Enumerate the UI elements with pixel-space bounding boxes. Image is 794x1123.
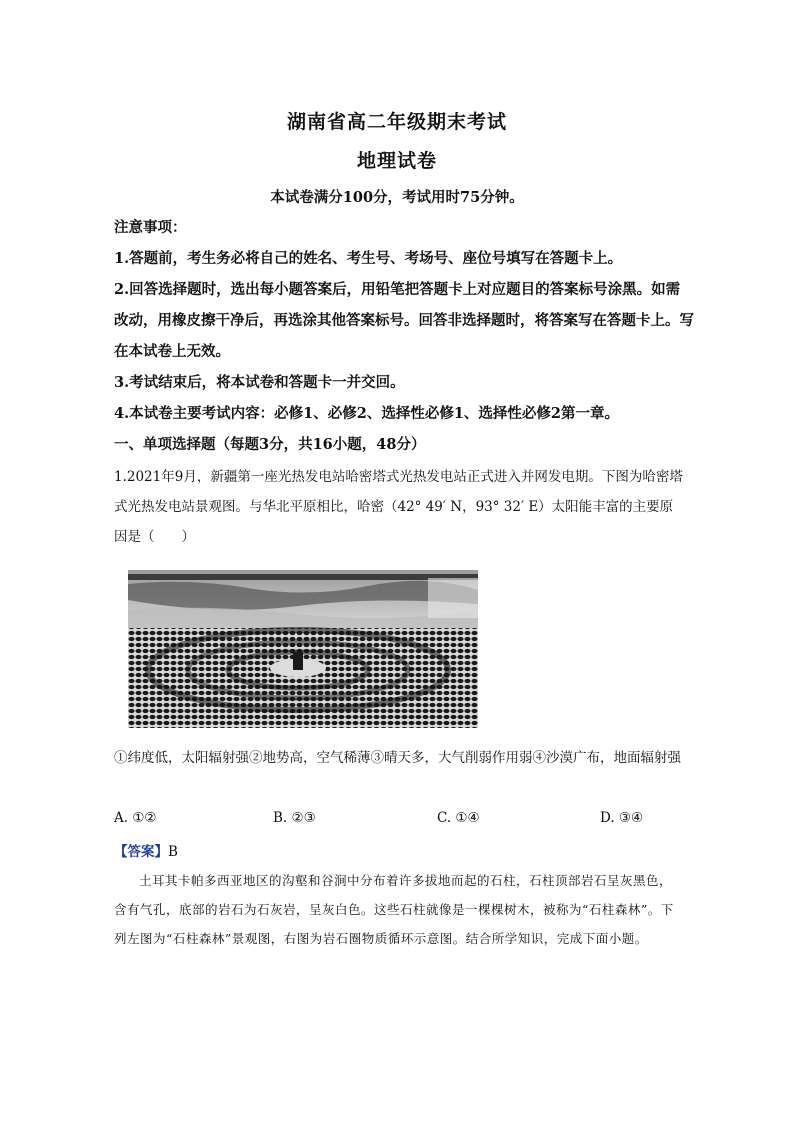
exam-info: 本试卷满分100分，考试用时75分钟。	[270, 189, 524, 206]
exam-subtitle: 地理试卷	[356, 150, 437, 172]
notes-heading: 注意事项：	[114, 219, 187, 236]
answer-label: 【答案】	[114, 844, 168, 860]
solar-power-station-photo	[128, 570, 478, 728]
section-heading: 一、单项选择题（每题3分，共16小题，48分）	[114, 436, 426, 453]
question-1-statements: ①纬度低，太阳辐射强②地势高，空气稀薄③晴天多，大气削弱作用弱④沙漠广布，地面辐射强	[114, 750, 681, 766]
option-d[interactable]: D. ③④	[600, 810, 644, 826]
note-item-4: 4.本试卷主要考试内容：必修1、必修2、选择性必修1、选择性必修2第一章。	[114, 405, 619, 422]
answer-line	[114, 840, 178, 860]
next-passage: 土耳其卡帕多西亚地区的沟壑和谷涧中分布着许多拔地而起的石柱，石柱顶部岩石呈灰黑色，含有气孔，底部的岩石为石灰岩，呈灰白色。这些石柱就像是一棵棵树木，被称为“石柱森林”。下列左图为“石柱森林”景观图，右图为岩石圈物质循环示意图。结合所学知识，完成下面小题。	[114, 873, 674, 946]
note-item-1: 1.答题前，考生务必将自己的姓名、考生号、考场号、座位号填写在答题卡上。	[114, 250, 623, 267]
exam-title: 湖南省高二年级期末考试	[286, 111, 507, 133]
answer-value: B	[168, 844, 178, 860]
option-a[interactable]: A. ①②	[114, 810, 157, 826]
question-1-stem: 1.2021年9月，新疆第一座光热发电站哈密塔式光热发电站正式进入并网发电期。下图为哈密塔式光热发电站景观图。与华北平原相比，哈密（42° 49′ N，93° 32′ E）太阳能丰富的主要原因是（ ）	[114, 469, 683, 545]
note-item-3: 3.考试结束后，将本试卷和答题卡一并交回。	[114, 374, 405, 391]
option-b[interactable]: B. ②③	[273, 810, 316, 826]
option-c[interactable]: C. ①④	[437, 810, 480, 826]
note-item-2: 2.回答选择题时，选出每小题答案后，用铅笔把答题卡上对应题目的答案标号涂黑。如需改动，用橡皮擦干净后，再选涂其他答案标号。回答非选择题时，将答案写在答题卡上。写在本试卷上无效。	[114, 281, 694, 360]
